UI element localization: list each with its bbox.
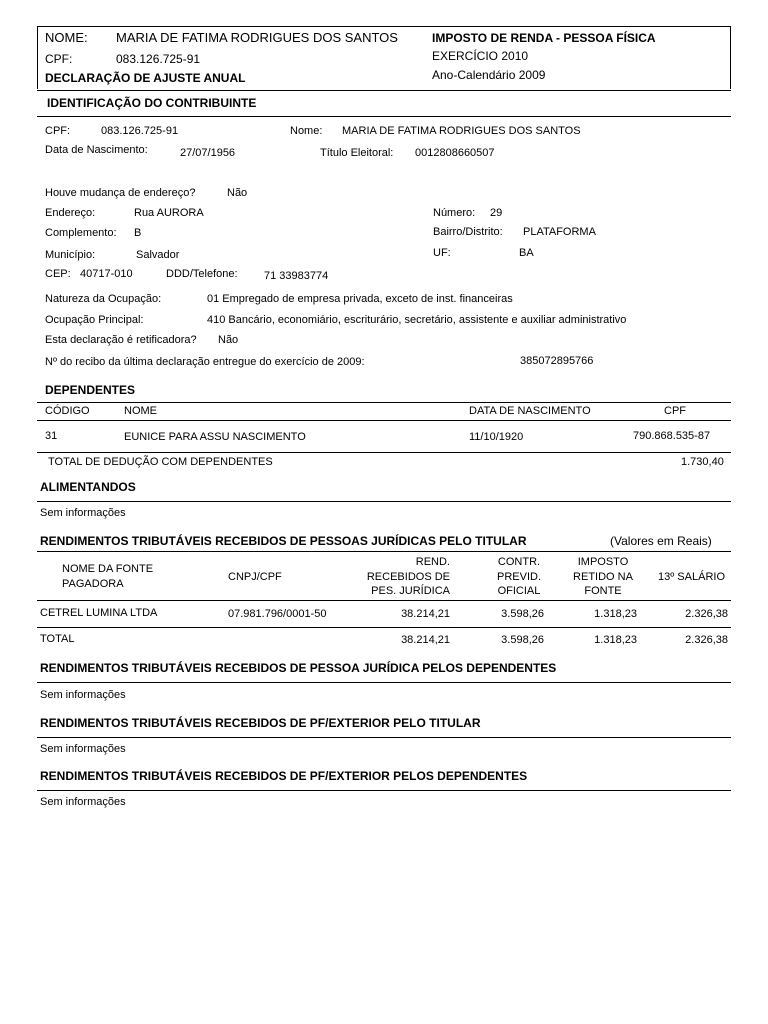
rule-rendimentos-header [37, 600, 731, 601]
municipio-value: Salvador [136, 249, 180, 261]
endereco-label: Endereço: [45, 207, 96, 219]
rule-identificacao [37, 116, 731, 117]
cep-value: 40717-010 [80, 268, 133, 280]
table-row-cnpj: 07.981.796/0001-50 [228, 608, 327, 620]
rule-rendimentos-total [37, 627, 731, 628]
uf-label: UF: [433, 247, 451, 259]
natureza-label: Natureza da Ocupação: [45, 293, 162, 305]
rule-alimentandos [37, 501, 731, 502]
section-title-identificacao: IDENTIFICAÇÃO DO CONTRIBUINTE [47, 96, 257, 110]
titulo-label: Título Eleitoral: [320, 147, 394, 159]
alimentandos-empty: Sem informações [40, 507, 126, 519]
dep-total-label: TOTAL DE DEDUÇÃO COM DEPENDENTES [48, 456, 273, 468]
table-row-imposto: 1.318,23 [594, 608, 637, 620]
header-ano-calendario: Ano-Calendário 2009 [432, 68, 546, 82]
rend-total-label: TOTAL [40, 633, 75, 645]
nome-value: MARIA DE FATIMA RODRIGUES DOS SANTOS [342, 125, 581, 137]
ocupacao-value: 410 Bancário, economiário, escriturário, secretário, assistente e auxiliar administrativo [207, 314, 627, 326]
header-tax-title: IMPOSTO DE RENDA - PESSOA FÍSICA [432, 31, 656, 45]
retificadora-label: Esta declaração é retificadora? [45, 334, 197, 346]
rule-rendimentos-pf-titular [37, 737, 731, 738]
natureza-value: 01 Empregado de empresa privada, exceto de inst. financeiras [207, 293, 513, 305]
mudanca-label: Houve mudança de endereço? [45, 187, 196, 199]
ocupacao-label: Ocupação Principal: [45, 314, 144, 326]
section-title-dependentes: DEPENDENTES [45, 383, 136, 397]
complemento-label: Complemento: [45, 227, 117, 239]
dep-col-nascimento: DATA DE NASCIMENTO [469, 405, 591, 417]
table-row-dependente-nascimento: 11/10/1920 [469, 431, 524, 443]
section-title-rendimentos-pf-titular: RENDIMENTOS TRIBUTÁVEIS RECEBIDOS DE PF/EXTERIOR PELO TITULAR [40, 716, 481, 730]
rend-total-contr: 3.598,26 [501, 634, 544, 646]
retificadora-value: Não [218, 334, 239, 346]
rend-col-cnpj: CNPJ/CPF [228, 571, 282, 583]
rend-total-imposto: 1.318,23 [594, 634, 637, 646]
bairro-label: Bairro/Distrito: [433, 226, 503, 238]
rule-dependentes [37, 402, 731, 403]
rend-total-rend: 38.214,21 [401, 634, 450, 646]
rule-top [37, 90, 731, 91]
table-row-dependente-codigo: 31 [45, 430, 58, 442]
rule-rendimentos-pf-dependentes [37, 790, 731, 791]
telefone-label: DDD/Telefone: [166, 268, 238, 280]
section-title-rendimentos-pj-dependentes: RENDIMENTOS TRIBUTÁVEIS RECEBIDOS DE PESSOA JURÍDICA PELOS DEPENDENTES [40, 661, 557, 675]
municipio-label: Município: [45, 249, 96, 261]
rend-col-rend: REND. RECEBIDOS DE PES. JURÍDICA [366, 556, 450, 597]
rendimentos-pf-dependentes-empty: Sem informações [40, 796, 126, 808]
rend-col-contr: CONTR. PREVID. OFICIAL [496, 556, 541, 597]
unit-note: (Valores em Reais) [610, 534, 712, 548]
table-row-decimo: 2.326,38 [685, 608, 728, 620]
rendimentos-pj-dependentes-empty: Sem informações [40, 689, 126, 701]
dep-col-cpf: CPF [664, 405, 686, 417]
rule-dependentes-total [37, 452, 731, 453]
nascimento-value: 27/07/1956 [180, 147, 236, 159]
rend-col-decimo: 13º SALÁRIO [658, 571, 725, 583]
complemento-value: B [134, 227, 142, 239]
rule-rendimentos-pj-titular [37, 551, 731, 552]
dep-total-value: 1.730,40 [681, 456, 724, 468]
cep-label: CEP: [45, 268, 71, 280]
numero-value: 29 [490, 207, 503, 219]
rule-dependentes-header [37, 420, 731, 421]
header-cpf-label: CPF: [45, 52, 73, 66]
rendimentos-pf-titular-empty: Sem informações [40, 743, 126, 755]
table-row-dependente-cpf: 790.868.535-87 [633, 430, 711, 442]
mudanca-value: Não [227, 187, 248, 199]
uf-value: BA [519, 247, 534, 259]
dep-col-codigo: CÓDIGO [45, 405, 90, 417]
recibo-label: Nº do recibo da última declaração entregue do exercício de 2009: [45, 356, 365, 368]
table-row-fonte: CETREL LUMINA LTDA [40, 607, 158, 619]
bairro-value: PLATAFORMA [523, 226, 596, 238]
header-nome-label: NOME: [45, 30, 88, 45]
header-exercicio: EXERCÍCIO 2010 [432, 49, 529, 63]
table-row-dependente-nome: EUNICE PARA ASSU NASCIMENTO [124, 431, 306, 443]
cpf-label: CPF: [45, 125, 71, 137]
nascimento-label: Data de Nascimento: [45, 144, 148, 156]
header-doc-type: DECLARAÇÃO DE AJUSTE ANUAL [45, 71, 246, 85]
table-row-contr: 3.598,26 [501, 608, 544, 620]
section-title-alimentandos: ALIMENTANDOS [40, 480, 136, 494]
section-title-rendimentos-pf-dependentes: RENDIMENTOS TRIBUTÁVEIS RECEBIDOS DE PF/EXTERIOR PELOS DEPENDENTES [40, 769, 528, 783]
recibo-value: 385072895766 [520, 355, 594, 367]
header-cpf-value: 083.126.725-91 [116, 52, 201, 66]
rend-total-decimo: 2.326,38 [685, 634, 728, 646]
section-title-rendimentos-pj-titular: RENDIMENTOS TRIBUTÁVEIS RECEBIDOS DE PESSOAS JURÍDICAS PELO TITULAR [40, 534, 527, 548]
rend-col-fonte: NOME DA FONTE PAGADORA [62, 563, 154, 590]
numero-label: Número: [433, 207, 476, 219]
endereco-value: Rua AURORA [134, 207, 204, 219]
cpf-value: 083.126.725-91 [101, 125, 179, 137]
header-nome-value: MARIA DE FATIMA RODRIGUES DOS SANTOS [116, 30, 398, 45]
table-row-rend: 38.214,21 [401, 608, 450, 620]
rend-col-imposto: IMPOSTO RETIDO NA FONTE [573, 556, 633, 597]
rule-rendimentos-pj-dependentes [37, 682, 731, 683]
dep-col-nome: NOME [124, 405, 157, 417]
telefone-value: 71 33983774 [264, 270, 329, 282]
nome-label: Nome: [290, 125, 323, 137]
titulo-value: 0012808660507 [415, 147, 495, 159]
